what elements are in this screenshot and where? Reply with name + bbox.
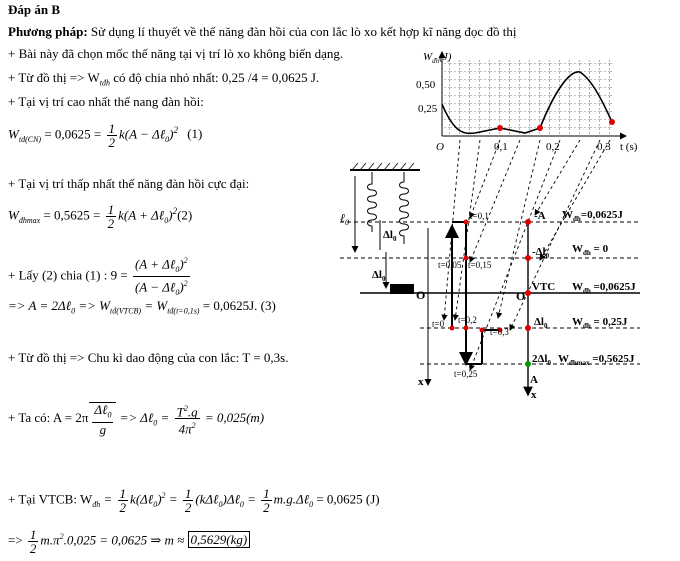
label-t02: t=0,2 [458, 315, 477, 325]
t2g: T [176, 404, 184, 420]
left-x-label: x [418, 376, 424, 388]
eq2-tail: k(A + Δℓ [118, 207, 165, 223]
line6-d: = 0,0625J. (3) [199, 298, 276, 313]
text-line-4: + Tại vị trí thấp nhất thế năng đàn hồi cực đại: [8, 176, 250, 191]
line9-d: ) [157, 491, 162, 507]
dl0-label: $\Delta l_0$ [372, 269, 386, 283]
line9-c-sub: 0 [153, 500, 158, 510]
pos-dl0-dot [525, 255, 531, 261]
energy-label-5: $W_{đhmax} =0,5625J$ [558, 353, 635, 367]
line6-b: => W [75, 298, 110, 313]
line6-b-sub: tđ(VTCB) [109, 306, 142, 316]
ceiling-hatch [352, 163, 414, 170]
line9-j: = 0,0625 (J) [313, 491, 380, 507]
pos-vtc-label: VTC [532, 281, 556, 293]
spring-natural [368, 172, 377, 232]
sqrt-num-sub: 0 [107, 410, 112, 420]
y-tick-050: 0,50 [416, 79, 436, 91]
method-label: Phương pháp: [8, 24, 88, 39]
ratio-den-sup: 2 [183, 278, 188, 288]
x-tick-0: O [436, 141, 444, 153]
label-t01: t=0,1 [470, 211, 489, 221]
pos-2dl0-label: $2\Delta l_0$ [532, 353, 551, 367]
graph-point-01 [497, 125, 503, 131]
x-tick-01: 0,1 [494, 141, 508, 153]
line2-end: có độ chia nhỏ nhất: 0,25 /4 = 0,0625 J. [110, 70, 320, 85]
graph-ylabel: $W_{đh}(J)$ [423, 51, 452, 65]
l9-h1-n: 1 [119, 486, 127, 501]
line8-c: = 0,025(m) [201, 409, 265, 425]
eq2-mid: = 0,5625 = [40, 207, 104, 223]
l9-h2-d: 2 [184, 500, 192, 515]
eq1-half-num: 1 [108, 121, 115, 136]
line10-c: .0,025 = 0,0625 ⇒ m ≈ [63, 532, 188, 548]
line9-sup: 2 [161, 491, 166, 501]
eq2-number: (2) [177, 207, 193, 223]
eq1-half-den: 2 [108, 135, 115, 150]
dl0-small-label: $\Delta l_0$ [383, 229, 397, 243]
eq1-mid: = 0,0625 = [41, 126, 105, 142]
eq1-sub: tđ(CN) [18, 135, 42, 145]
text-line-3: + Tại vị trí cao nhất thế nang đàn hồi: [8, 94, 204, 109]
pos-A-bottom: A [530, 374, 538, 386]
spring-loaded [400, 172, 409, 244]
ratio-den-sub: 0 [175, 287, 180, 297]
eq2-lhs: W [8, 207, 19, 223]
ratio-num: (A + Δℓ [134, 256, 176, 272]
method-text: Sử dụng lí thuyết về thế năng đàn hồi của con lắc lò xo kết hợp kĩ năng đọc đồ thị [90, 24, 517, 39]
sqrt-num: Δℓ [94, 402, 108, 418]
eq2-sup2: 2 [172, 206, 178, 217]
line9-f-sub: 0 [218, 500, 223, 510]
line8-a: + Ta có: A = 2π [8, 409, 89, 425]
energy-label-4: $W_{đh} = 0,25J$ [572, 316, 628, 330]
answer-title: Đáp án B [8, 2, 61, 17]
energy-label-1: $W_{đh}=0,0625J$ [562, 209, 623, 223]
label-t025: t=0,25 [454, 369, 478, 379]
text-line-7: + Từ đồ thị => Chu kì dao động của con lắc: T = 0,3s. [8, 350, 289, 365]
x-axis-label: t (s) [620, 141, 638, 153]
label-t015: t=0,15 [468, 260, 492, 270]
eq1-sup2: 2 [173, 125, 178, 136]
l9-h1-d: 2 [119, 500, 127, 515]
ratio-den: (A − Δℓ [134, 279, 176, 295]
pos-dl0b-label: $\Delta l_0$ [534, 316, 548, 330]
eq2-sub0: 0 [164, 216, 169, 226]
l9-h2-n: 1 [184, 486, 192, 501]
x-tick-02: 0,2 [546, 141, 560, 153]
pos-2dl0-dot [525, 361, 531, 367]
ratio-fraction: $\frac{(A + \Delta\ell_0)^2}{(A - \Delta\ell_0)^2}$ [134, 256, 188, 297]
line9-b: = [100, 491, 116, 507]
four-pi: 4π [178, 421, 192, 437]
y-tick-025: 0,25 [418, 103, 438, 115]
right-origin: O [516, 289, 526, 303]
eq2-end: ) [168, 207, 173, 223]
label-t03: t=0,3 [490, 327, 509, 337]
line2-sub: tđh [99, 78, 110, 88]
line9-g: )Δℓ [222, 491, 240, 507]
energy-label-2: $W_{đh} = 0$ [572, 243, 609, 257]
ratio-num-sub: 0 [175, 264, 180, 274]
t2g-tail: .g [187, 404, 198, 420]
four-pi-sup: 2 [191, 421, 196, 431]
pos-dl0-label: $-\Delta l_0$ [532, 246, 550, 260]
pos-vtc-dot [525, 290, 531, 296]
label-t005: t=0,05 [438, 260, 462, 270]
line9-i-sub: 0 [309, 500, 314, 510]
line6-c: = W [141, 298, 168, 313]
line10-sup: 2 [59, 532, 64, 542]
line9-a: + Tại VTCB: W [8, 491, 93, 507]
t2g-sup: 2 [183, 404, 188, 413]
eq1-lhs: W [8, 126, 19, 142]
graph-point-03 [609, 119, 615, 125]
l10-h-n: 1 [29, 527, 37, 542]
text-line-8: + Ta có: A = 2π $\frac{\Delta\ell_0}{g}$ => Δℓ$_0$ = $\frac{T^2.g}{4\pi^2}$ = 0,025(m) [8, 402, 265, 437]
pos-A-label: -A [534, 210, 546, 222]
line6-sub0: 0 [71, 306, 76, 316]
eq2-half-den: 2 [107, 216, 115, 231]
line8-b: => Δℓ [116, 409, 154, 425]
line9-e: = [165, 491, 181, 507]
sqrt-den: g [99, 421, 107, 437]
left-origin: O [416, 288, 426, 302]
l9-h3-n: 1 [263, 486, 270, 501]
line9-i: m.g.Δℓ [273, 491, 310, 507]
eq1-sub0: 0 [165, 135, 170, 145]
line9-g-sub: 0 [239, 500, 244, 510]
line2-start: + Từ đồ thị => W [8, 70, 100, 85]
label-t0: t=0 [432, 319, 445, 329]
line9-a-sub: đh [92, 500, 101, 510]
eq2-sub: đhmax [18, 216, 41, 226]
l10-h-d: 2 [29, 541, 37, 556]
l0-label: ℓ$_0$ [340, 211, 349, 227]
energy-label-3: $W_{đh} =0,0625J$ [572, 281, 636, 295]
line9-f: (kΔℓ [195, 491, 219, 507]
graph-point-02 [537, 125, 543, 131]
line9-h: = [243, 491, 260, 507]
line10-b: m.π [40, 532, 60, 548]
right-x-label: x [531, 389, 537, 401]
line9-c: k(Δℓ [130, 491, 154, 507]
eq1-number: (1) [187, 126, 203, 142]
pos-A-dot [525, 219, 531, 225]
line10-a: => [8, 532, 26, 548]
text-line-1: + Bài này đã chọn mốc thế năng tại vị trí lò xo không biến dạng. [8, 46, 344, 61]
line6-a: => A = 2Δℓ [8, 298, 72, 313]
line8-sub0: 0 [153, 418, 158, 428]
pos-dl0b-dot [525, 325, 531, 331]
line5-text: + Lấy (2) chia (1) : 9 = [8, 267, 131, 283]
eq1-tail: k(A − Δℓ [119, 126, 166, 142]
x-tick-03: 0,3 [597, 141, 611, 153]
l9-h3-d: 2 [263, 500, 270, 515]
eq2-half-num: 1 [107, 202, 115, 217]
ratio-num-sup: 2 [183, 256, 188, 265]
line6-c-sub: tđ(t=0,1s) [167, 306, 200, 316]
final-answer-box: 0,5629(kg) [188, 531, 251, 548]
eq1-end: ) [169, 126, 174, 142]
graph-grid [442, 58, 614, 136]
